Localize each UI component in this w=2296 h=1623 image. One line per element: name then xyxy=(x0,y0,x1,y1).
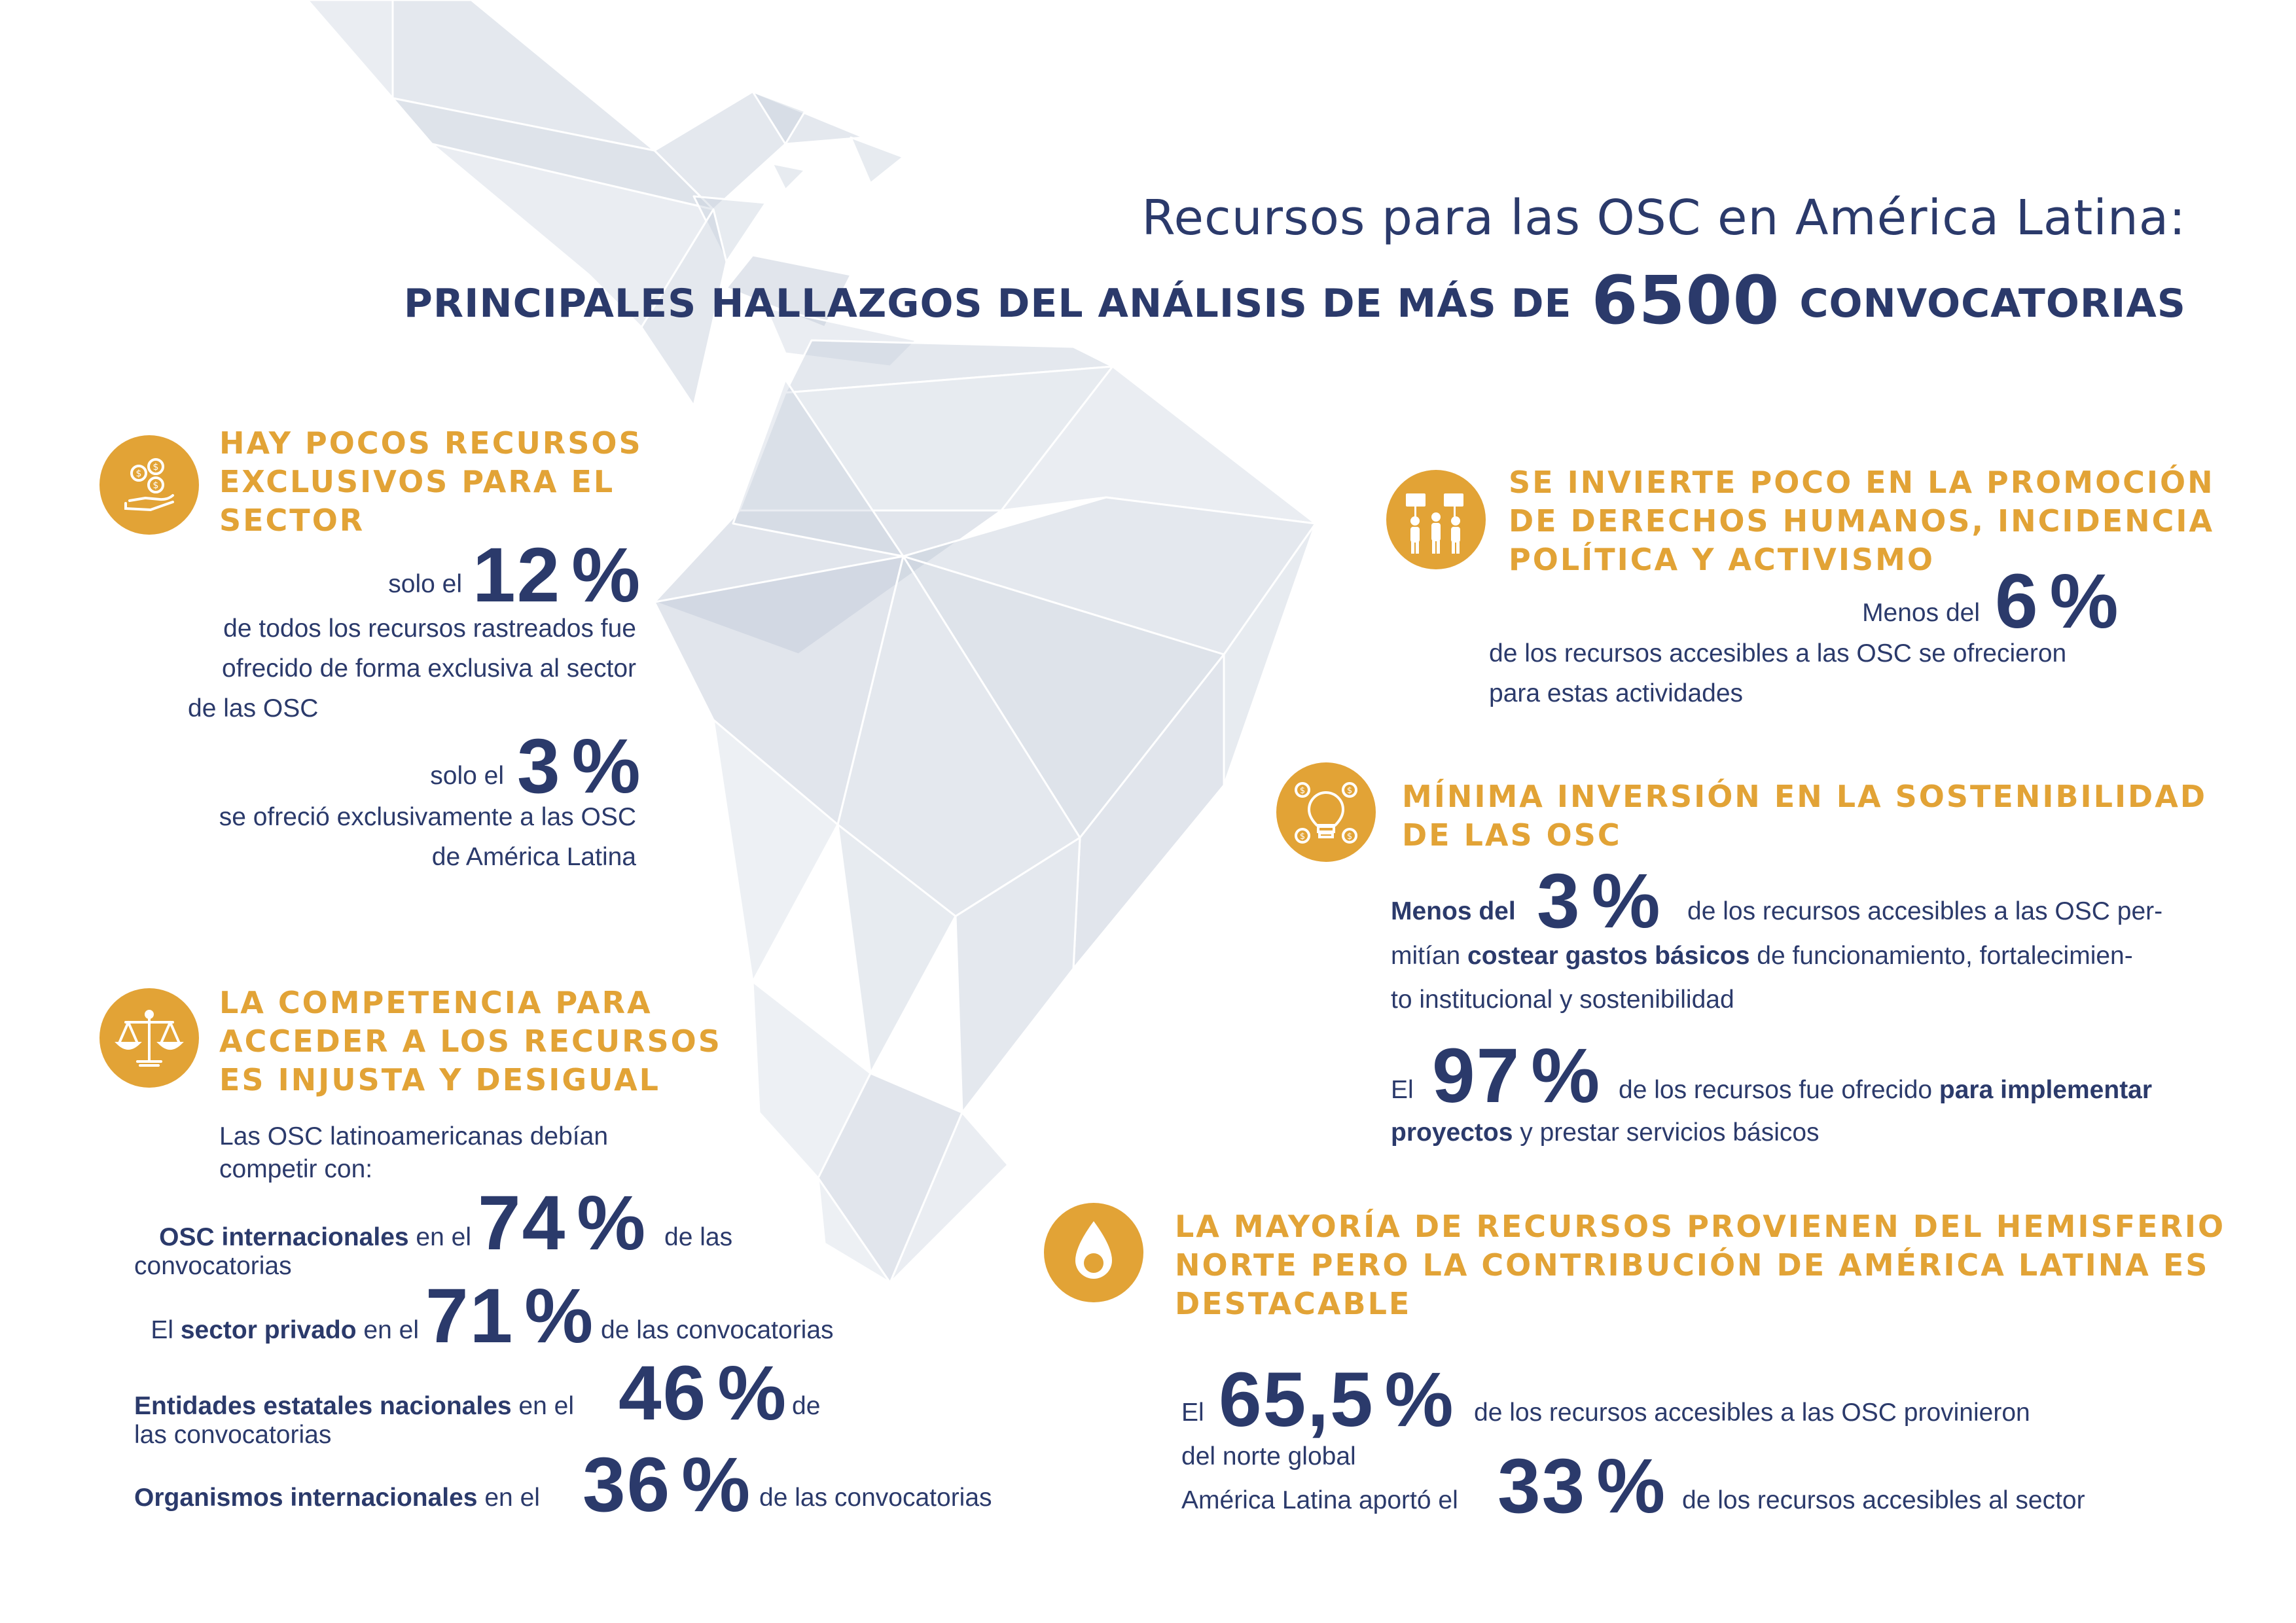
page-subtitle xyxy=(0,262,2186,340)
s3-heading: MÍNIMA INVERSIÓN EN LA SOSTENIBILIDAD DE LAS OSC xyxy=(1402,779,2208,853)
s4-item1-label: OSC internacionales en el xyxy=(159,1223,471,1251)
s4-item2-after: de las convocatorias xyxy=(601,1316,834,1344)
lightbulb-money-icon xyxy=(1276,762,1376,862)
s4-item4-label: Organismos internacionales en el xyxy=(134,1484,540,1512)
balance-scale-icon xyxy=(99,988,199,1088)
subtitle-number: 6500 xyxy=(1591,262,1780,340)
s3-stat1-line2: mitían costear gastos básicos de funcionamiento, fortalecimien- xyxy=(1391,942,2133,970)
s1-stat1-value: 12 % xyxy=(473,532,642,618)
s4-item1-line2: convocatorias xyxy=(134,1252,292,1280)
s3-stat2-value: 97 % xyxy=(1432,1033,1602,1119)
s1-heading: HAY POCOS RECURSOS EXCLUSIVOS PARA EL SECTOR xyxy=(219,425,643,538)
svg-text:$: $ xyxy=(152,462,159,473)
s4-item1-after: de las xyxy=(664,1223,733,1251)
s3-stat2-prefix: El xyxy=(1391,1076,1414,1104)
s2-heading: SE INVIERTE POCO EN LA PROMOCIÓN DE DERECHOS HUMANOS, INCIDENCIA POLÍTICA Y ACTIVISMO xyxy=(1509,465,2215,577)
s4-item2-value: 71 % xyxy=(425,1273,595,1359)
s4-heading: LA COMPETENCIA PARA ACCEDER A LOS RECURSOS ES INJUSTA Y DESIGUAL xyxy=(219,985,722,1097)
svg-text:$: $ xyxy=(1346,786,1353,796)
svg-text:$: $ xyxy=(1299,786,1306,796)
subtitle-post: CONVOCATORIAS xyxy=(1799,281,2186,327)
s1-stat1-text-end: de las OSC xyxy=(188,694,319,722)
svg-text:$: $ xyxy=(152,480,159,491)
s4-item1-value: 74 % xyxy=(478,1180,647,1266)
s1-stat2-value: 3 % xyxy=(517,723,642,810)
s1-stat1-prefix: solo el xyxy=(388,570,462,598)
s4-item3-label: Entidades estatales nacionales en el xyxy=(134,1392,574,1420)
s5-stat2-prefix: América Latina aportó el xyxy=(1181,1486,1458,1514)
s5-stat1-prefix: El xyxy=(1181,1399,1204,1427)
s3-stat2-line2: proyectos y prestar servicios básicos xyxy=(1391,1118,1820,1147)
s4-item3-after: de xyxy=(792,1392,821,1420)
s4-item4-value: 36 % xyxy=(583,1442,752,1528)
s3-stat1-value: 3 % xyxy=(1537,858,1662,944)
s3-stat2-line1: de los recursos fue ofrecido para implementar xyxy=(1619,1076,2153,1104)
s5-stat2-value: 33 % xyxy=(1498,1443,1667,1529)
drop-icon xyxy=(1044,1203,1143,1302)
protest-people-icon xyxy=(1386,470,1486,569)
s4-item3-value: 46 % xyxy=(619,1350,788,1436)
s1-stat1-text: de todos los recursos rastreados fue ofrecido de forma exclusiva al sector xyxy=(222,615,636,683)
s4-intro: Las OSC latinoamericanas debían competir con: xyxy=(219,1122,609,1183)
s2-prefix: Menos del xyxy=(1862,599,1980,627)
s4-item3-line2: las convocatorias xyxy=(134,1421,332,1449)
s4-item4-after: de las convocatorias xyxy=(759,1484,992,1512)
s1-stat2-text: se ofreció exclusivamente a las OSC de América Latina xyxy=(219,803,636,871)
page-title: Recursos para las OSC en América Latina: xyxy=(1141,190,2186,246)
subtitle-pre: PRINCIPALES HALLAZGOS DEL ANÁLISIS DE MÁS DE xyxy=(403,281,1572,327)
s4-item2-label: El sector privado en el xyxy=(151,1316,419,1344)
s1-stat2-prefix: solo el xyxy=(430,762,504,790)
s5-stat2-line1: de los recursos accesibles al sector xyxy=(1682,1486,2085,1514)
s5-stat1-value: 65,5 % xyxy=(1219,1357,1455,1443)
s3-stat1-line3: to institucional y sostenibilidad xyxy=(1391,986,1734,1014)
s3-stat1-prefix: Menos del xyxy=(1391,897,1516,925)
svg-text:$: $ xyxy=(1299,832,1306,842)
s2-text: de los recursos accesibles a las OSC se ofrecieron para estas actividades xyxy=(1489,639,2067,707)
money-hand-icon xyxy=(99,435,199,535)
s3-stat1-line1: de los recursos accesibles a las OSC per- xyxy=(1687,897,2163,925)
svg-text:$: $ xyxy=(135,469,142,479)
s5-heading: LA MAYORÍA DE RECURSOS PROVIENEN DEL HEMISFERIO NORTE PERO LA CONTRIBUCIÓN DE AMÉRICA LATINA ES DESTACABLE xyxy=(1175,1209,2226,1321)
s5-stat1-line1: de los recursos accesibles a las OSC provinieron xyxy=(1474,1399,2030,1427)
svg-text:$: $ xyxy=(1346,832,1353,842)
s5-stat1-line2: del norte global xyxy=(1181,1442,1356,1471)
s2-value: 6 % xyxy=(1995,558,2120,645)
